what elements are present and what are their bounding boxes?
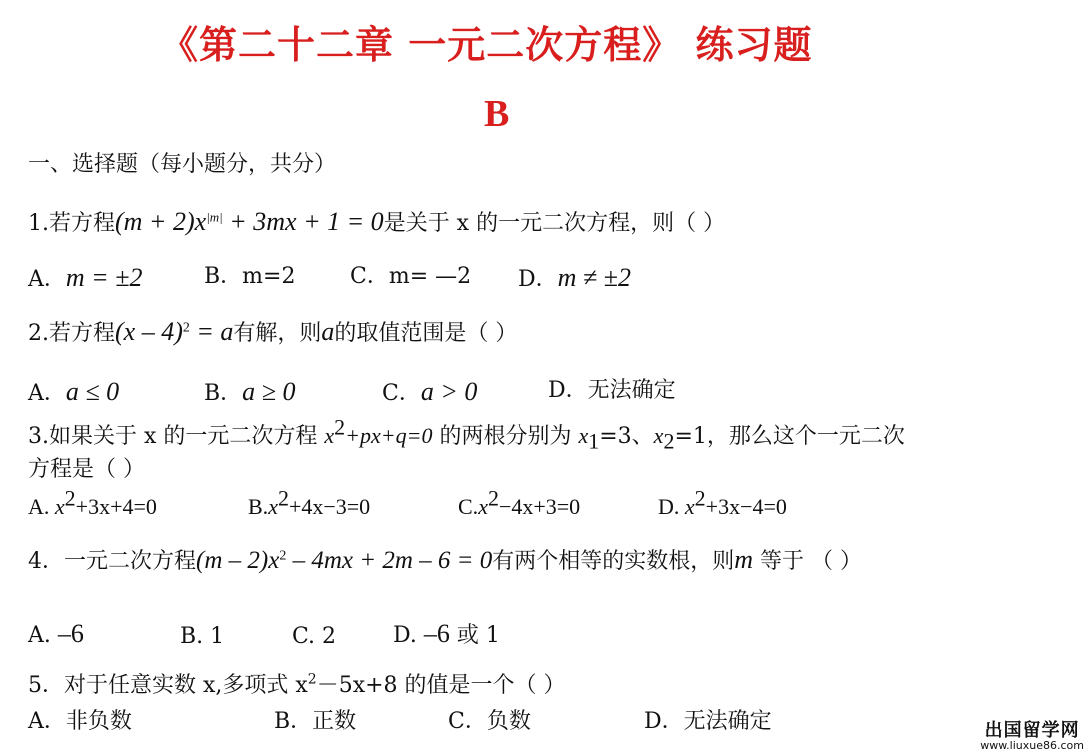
q3-root1-sub: 1 [588,428,600,454]
q1-option-a-label: A． [28,267,66,292]
q4-option-d-math: –6 [423,619,450,648]
q3-option-b-prefix: B. [248,494,269,519]
q4-prefix: 4．一元二次方程 [28,549,196,574]
page-title: 《第二十二章 一元二次方程》 练习题 [160,22,813,67]
question-3 [28,414,905,454]
q3-option-b-rest: +4x−3=0 [288,494,371,519]
q3-root2-var: x [653,423,664,448]
q3-option-a-prefix: A. [28,494,55,519]
q3-option-d-exp: 2 [694,485,706,511]
q1-option-a[interactable] [28,262,142,293]
q2-option-c-label: C． [382,381,421,406]
q3-option-c-x: x [478,494,488,519]
q4-middle: 有两个相等的实数根，则 [492,549,735,574]
q3-root1-val: =3、 [599,424,654,449]
q4-option-a[interactable] [28,618,84,649]
q3-eq-exp: 2 [334,414,346,440]
q3-root1-var: x [578,423,589,448]
q4-equation-part2: – 4mx + 2m – 6 = 0 [286,547,493,574]
q3-option-c[interactable] [458,485,581,521]
q1-option-c[interactable]: C．m= —2 [350,264,472,289]
watermark-name: 出国留学网 [984,719,1080,741]
q3-option-a-exp: 2 [64,485,76,511]
q3-option-a-x: x [54,494,65,519]
q1-prefix: 1.若方程 [28,211,115,236]
q2-option-d[interactable]: D．无法确定 [548,378,676,403]
q3-option-d-x: x [684,494,695,519]
q4-option-a-math: –6 [57,619,84,648]
q5-option-d[interactable]: D．无法确定 [644,709,772,734]
q3-root2-val: =1，那么这个一元二次 [674,424,905,449]
q3-option-a-rest: +3x+4=0 [75,494,157,519]
q3-middle: 的两根分别为 [432,424,579,449]
q1-equation-exponent: |m| [206,209,223,225]
q2-var: a [321,317,335,346]
q2-option-b-label: B． [204,381,243,406]
q3-eq-x: x [324,423,335,448]
q5-option-c[interactable]: C．负数 [448,709,531,734]
q3-eq-rest: +px+q=0 [345,423,433,448]
q2-option-b[interactable] [204,376,295,407]
q2-option-b-math: a ≥ 0 [242,377,296,406]
question-2 [28,316,517,347]
q5-option-a[interactable]: A．非负数 [28,709,132,734]
q4-var: m [734,545,754,574]
q3-option-b-x: x [268,494,278,519]
section-heading: 一、选择题（每小题分，共分） [28,152,337,177]
q2-suffix: 的取值范围是（ ） [334,321,518,346]
q2-option-c-math: a > 0 [420,377,478,406]
q4-option-d-suffix: 或 1 [449,623,500,648]
q5-suffix: －5x+8 的值是一个（ ） [316,673,566,698]
q3-option-d-rest: +3x−4=0 [705,494,787,519]
q1-option-d-label: D． [518,267,558,292]
q4-option-d-label: D. [393,623,424,648]
question-4 [28,544,862,576]
q2-option-a-math: a ≤ 0 [65,377,120,406]
q1-option-b[interactable]: B．m=2 [204,264,296,289]
q2-middle: 有解，则 [233,321,322,346]
q3-option-c-exp: 2 [487,485,499,511]
q2-equation-exponent: 2 [182,320,190,336]
q1-option-a-math: m = ±2 [65,263,143,292]
q4-suffix: 等于 （ ） [753,549,863,574]
q1-option-d[interactable] [518,262,631,293]
q3-option-c-rest: −4x+3=0 [498,494,581,519]
q1-option-d-math: m ≠ ±2 [557,263,631,292]
q2-option-a[interactable] [28,376,119,407]
q3-option-d-prefix: D. [658,494,685,519]
q3-option-d[interactable] [658,485,787,521]
q4-option-b[interactable]: B. 1 [180,624,225,649]
q3-option-b-exp: 2 [277,485,289,511]
q2-option-a-label: A． [28,381,66,406]
q5-prefix: 5．对于任意实数 x,多项式 x [28,673,308,698]
q2-option-c[interactable] [382,376,477,407]
q3-root2-sub: 2 [663,428,675,454]
q1-suffix: 是关于 x 的一元二次方程，则（ ） [383,211,726,236]
q3-prefix: 3.如果关于 x 的一元二次方程 [28,424,325,449]
q5-option-b[interactable]: B．正数 [274,709,357,734]
q4-equation-exponent: 2 [279,548,287,564]
q3-option-c-prefix: C. [458,494,479,519]
q4-equation-part1: (m – 2)x [196,547,280,574]
q2-equation-base: (x – 4) [115,317,183,346]
q2-equation-rhs: = a [189,317,234,346]
q1-equation-part1: (m + 2)x [115,207,207,236]
q3-option-b[interactable] [248,485,371,521]
q3-line2: 方程是（ ） [28,457,145,482]
q4-option-c[interactable]: C. 2 [292,624,337,649]
page-subtitle: B [484,93,510,135]
q2-prefix: 2.若方程 [28,321,115,346]
q4-option-a-label: A. [28,623,58,648]
q4-option-d[interactable] [393,618,500,649]
question-1 [28,206,725,237]
q5-exponent: 2 [307,671,317,688]
q3-option-a[interactable] [28,485,157,521]
question-5 [28,673,566,699]
q1-equation-part2: + 3mx + 1 = 0 [222,207,384,236]
site-watermark [980,719,1084,753]
watermark-url: www.liuxue86.com [980,739,1084,753]
